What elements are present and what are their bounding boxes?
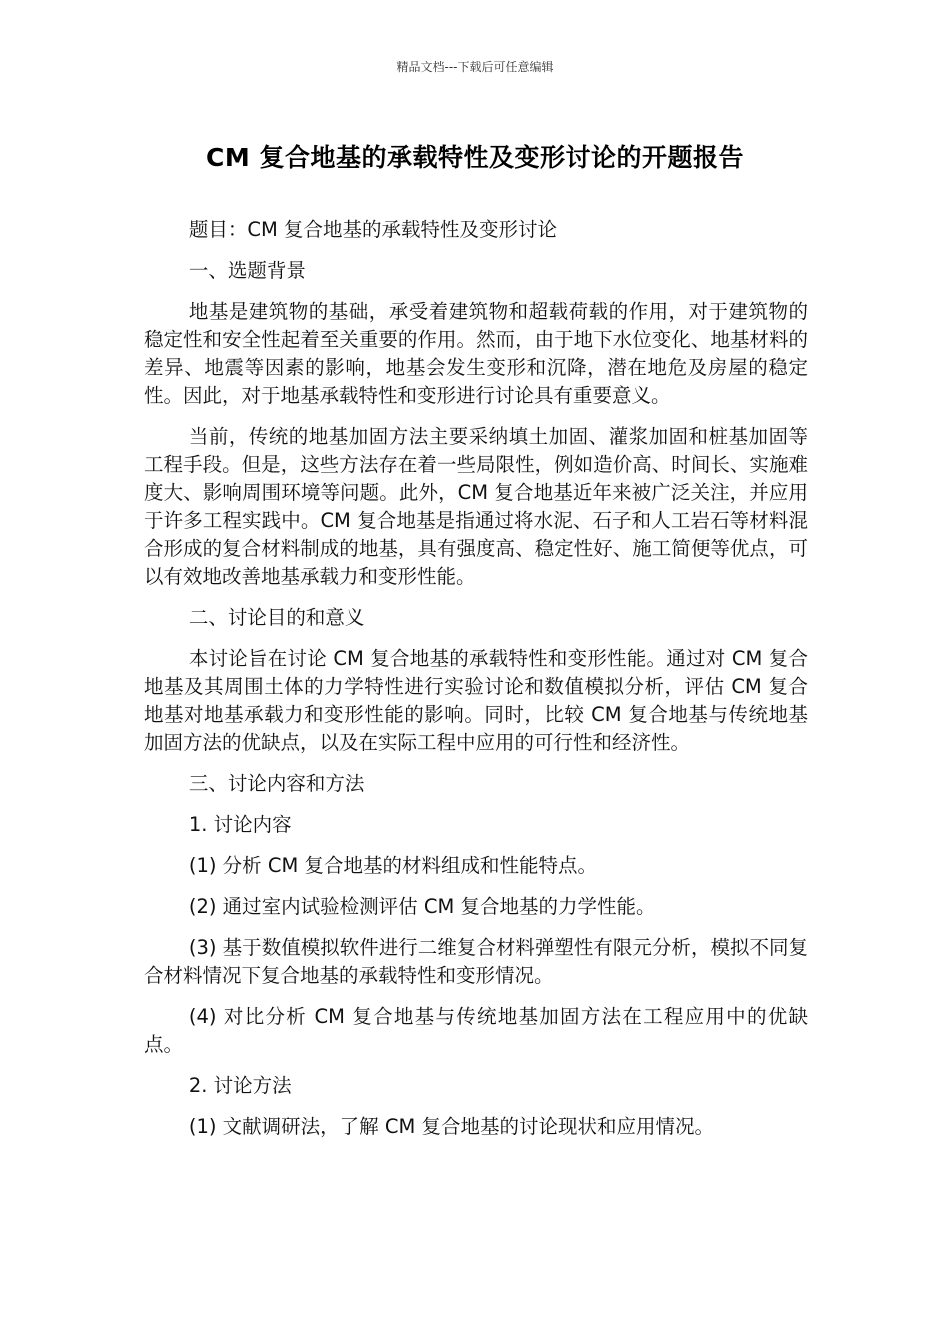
content-item-3: (3) 基于数值模拟软件进行二维复合材料弹塑性有限元分析，模拟不同复合材料情况下复合地基的承载特性和变形情况。: [144, 936, 808, 987]
document-body: [144, 216, 808, 1154]
section-heading-background: 一、选题背景: [188, 259, 306, 282]
subheading-content: 1. 讨论内容: [188, 813, 292, 836]
topic-line: 题目：CM 复合地基的承载特性及变形讨论: [188, 218, 557, 241]
method-item-1: (1) 文献调研法，了解 CM 复合地基的讨论现状和应用情况。: [188, 1115, 715, 1138]
background-paragraph-1: 地基是建筑物的基础，承受着建筑物和超载荷载的作用，对于建筑物的稳定性和安全性起着至关重要的作用。然而，由于地下水位变化、地基材料的差异、地震等因素的影响，地基会发生变形和沉降，潜在地危及房屋的稳定性。因此，对于地基承载特性和变形进行讨论具有重要意义。: [144, 300, 808, 407]
content-item-4: (4) 对比分析 CM 复合地基与传统地基加固方法在工程应用中的优缺点。: [144, 1005, 808, 1056]
subheading-methods: 2. 讨论方法: [188, 1074, 292, 1097]
section-heading-purpose: 二、讨论目的和意义: [188, 606, 365, 629]
background-paragraph-2: 当前，传统的地基加固方法主要采纳填土加固、灌浆加固和桩基加固等工程手段。但是，这些方法存在着一些局限性，例如造价高、时间长、实施难度大、影响周围环境等问题。此外，CM 复合地基近年来被广泛关注，并应用于许多工程实践中。CM 复合地基是指通过将水泥、石子和人工岩石等材料混合形成的复合材料制成的地基，具有强度高、稳定性好、施工简便等优点，可以有效地改善地基承载力和变形性能。: [144, 425, 808, 588]
content-item-1: (1) 分析 CM 复合地基的材料组成和性能特点。: [188, 854, 598, 877]
document-title: CM 复合地基的承载特性及变形讨论的开题报告: [206, 143, 744, 172]
page-header: 精品文档---下载后可任意编辑: [396, 60, 554, 74]
section-heading-content-methods: 三、讨论内容和方法: [188, 772, 365, 795]
purpose-paragraph: 本讨论旨在讨论 CM 复合地基的承载特性和变形性能。通过对 CM 复合地基及其周围土体的力学特性进行实验讨论和数值模拟分析，评估 CM 复合地基对地基承载力和变形性能的影响。同时，比较 CM 复合地基与传统地基加固方法的优缺点，以及在实际工程中应用的可行性和经济性。: [144, 647, 808, 754]
content-item-2: (2) 通过室内试验检测评估 CM 复合地基的力学性能。: [188, 895, 656, 918]
